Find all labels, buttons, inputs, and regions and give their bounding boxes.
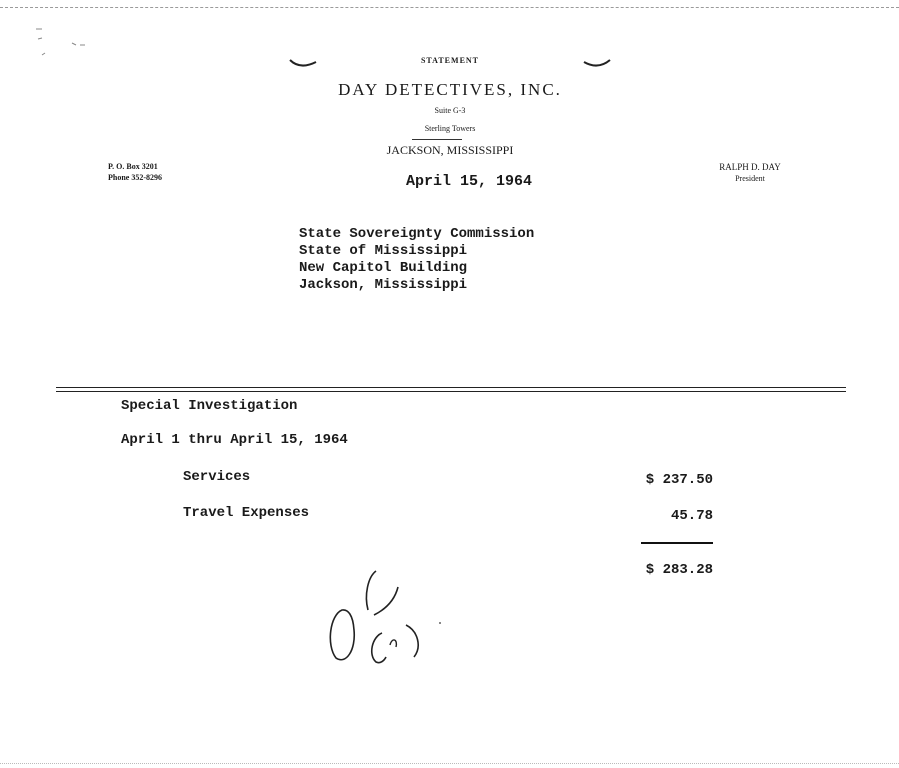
recipient-line-1: State Sovereignty Commission [299,226,535,242]
period-line: April 1 thru April 15, 1964 [121,432,348,448]
po-box: P. O. Box 3201 [108,162,158,171]
recipient-line-2: State of Mississippi [299,243,468,259]
total-rule [641,542,713,544]
total-amount: $ 283.28 [645,562,713,578]
recipient-line-4: Jackson, Mississippi [299,277,468,293]
building-line: Sterling Towers [424,124,476,133]
phone-number: Phone 352-8296 [108,173,162,182]
company-name: DAY DETECTIVES, INC. [338,80,562,99]
top-scan-edge [0,7,899,8]
item-label-travel: Travel Expenses [183,505,310,521]
left-swoosh-ornament [288,56,318,72]
letterhead-divider [412,139,462,140]
section-rule-top [56,387,846,388]
handwritten-initials [320,565,450,665]
item-amount-services: $ 237.50 [645,472,713,488]
city-line: JACKSON, MISSISSIPPI [386,143,514,157]
item-amount-travel: 45.78 [670,508,713,524]
statement-date: April 15, 1964 [406,173,533,190]
item-label-services: Services [183,469,251,485]
recipient-line-3: New Capitol Building [299,260,468,276]
subject-line: Special Investigation [121,398,298,414]
corner-scan-marks [28,25,98,70]
suite-line: Suite G-3 [434,106,466,115]
statement-heading: STATEMENT [420,56,480,65]
president-name: RALPH D. DAY [719,162,781,172]
right-swoosh-ornament [582,56,612,72]
bottom-scan-edge [0,763,899,764]
section-rule-bottom [56,391,846,392]
recipient-address [299,226,534,294]
president-title: President [735,174,765,183]
